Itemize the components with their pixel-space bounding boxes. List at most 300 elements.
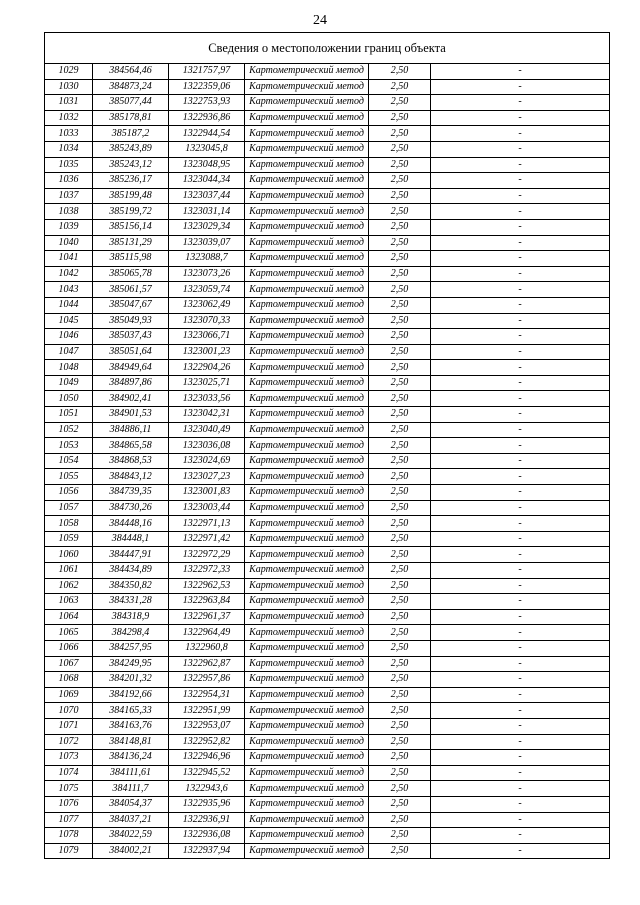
table-row	[45, 640, 610, 656]
table-row	[45, 422, 610, 438]
description-cell: -	[431, 578, 610, 594]
table-title: Сведения о местоположении границ объекта	[45, 33, 610, 64]
y-coordinate-cell: 1323045,8	[169, 141, 245, 157]
method-cell: Картометрический метод	[245, 828, 369, 844]
table-row	[45, 64, 610, 80]
description-cell: -	[431, 609, 610, 625]
method-cell: Картометрический метод	[245, 173, 369, 189]
description-cell: -	[431, 329, 610, 345]
point-number-cell: 1058	[45, 516, 93, 532]
method-cell: Картометрический метод	[245, 391, 369, 407]
x-coordinate-cell: 384201,32	[93, 672, 169, 688]
table-row	[45, 516, 610, 532]
x-coordinate-cell: 384730,26	[93, 500, 169, 516]
point-number-cell: 1074	[45, 765, 93, 781]
point-number-cell: 1062	[45, 578, 93, 594]
accuracy-cell: 2,50	[369, 485, 431, 501]
accuracy-cell: 2,50	[369, 703, 431, 719]
method-cell: Картометрический метод	[245, 609, 369, 625]
method-cell: Картометрический метод	[245, 703, 369, 719]
y-coordinate-cell: 1322953,07	[169, 718, 245, 734]
x-coordinate-cell: 385199,72	[93, 204, 169, 220]
accuracy-cell: 2,50	[369, 329, 431, 345]
y-coordinate-cell: 1323040,49	[169, 422, 245, 438]
method-cell: Картометрический метод	[245, 718, 369, 734]
y-coordinate-cell: 1323003,44	[169, 500, 245, 516]
y-coordinate-cell: 1322936,08	[169, 828, 245, 844]
accuracy-cell: 2,50	[369, 360, 431, 376]
y-coordinate-cell: 1322962,87	[169, 656, 245, 672]
method-cell: Картометрический метод	[245, 344, 369, 360]
accuracy-cell: 2,50	[369, 578, 431, 594]
method-cell: Картометрический метод	[245, 656, 369, 672]
x-coordinate-cell: 384037,21	[93, 812, 169, 828]
table-row	[45, 812, 610, 828]
point-number-cell: 1055	[45, 469, 93, 485]
accuracy-cell: 2,50	[369, 391, 431, 407]
description-cell: -	[431, 718, 610, 734]
point-number-cell: 1049	[45, 375, 93, 391]
description-cell: -	[431, 282, 610, 298]
point-number-cell: 1050	[45, 391, 93, 407]
point-number-cell: 1046	[45, 329, 93, 345]
y-coordinate-cell: 1322945,52	[169, 765, 245, 781]
point-number-cell: 1075	[45, 781, 93, 797]
accuracy-cell: 2,50	[369, 313, 431, 329]
table-row	[45, 750, 610, 766]
point-number-cell: 1064	[45, 609, 93, 625]
method-cell: Картометрический метод	[245, 594, 369, 610]
description-cell: -	[431, 157, 610, 173]
accuracy-cell: 2,50	[369, 141, 431, 157]
table-row	[45, 219, 610, 235]
accuracy-cell: 2,50	[369, 469, 431, 485]
point-number-cell: 1066	[45, 640, 93, 656]
method-cell: Картометрический метод	[245, 781, 369, 797]
y-coordinate-cell: 1323059,74	[169, 282, 245, 298]
accuracy-cell: 2,50	[369, 843, 431, 859]
method-cell: Картометрический метод	[245, 266, 369, 282]
description-cell: -	[431, 563, 610, 579]
y-coordinate-cell: 1323025,71	[169, 375, 245, 391]
y-coordinate-cell: 1322943,6	[169, 781, 245, 797]
description-cell: -	[431, 781, 610, 797]
description-cell: -	[431, 531, 610, 547]
table-title-row	[45, 33, 610, 64]
accuracy-cell: 2,50	[369, 95, 431, 111]
x-coordinate-cell: 384901,53	[93, 407, 169, 423]
description-cell: -	[431, 734, 610, 750]
method-cell: Картометрический метод	[245, 141, 369, 157]
x-coordinate-cell: 384865,58	[93, 438, 169, 454]
accuracy-cell: 2,50	[369, 516, 431, 532]
table-row	[45, 235, 610, 251]
method-cell: Картометрический метод	[245, 453, 369, 469]
accuracy-cell: 2,50	[369, 110, 431, 126]
page-number: 24	[313, 13, 327, 28]
x-coordinate-cell: 384136,24	[93, 750, 169, 766]
method-cell: Картометрический метод	[245, 516, 369, 532]
x-coordinate-cell: 384163,76	[93, 718, 169, 734]
method-cell: Картометрический метод	[245, 500, 369, 516]
method-cell: Картометрический метод	[245, 438, 369, 454]
point-number-cell: 1038	[45, 204, 93, 220]
accuracy-cell: 2,50	[369, 547, 431, 563]
accuracy-cell: 2,50	[369, 282, 431, 298]
table-row	[45, 531, 610, 547]
description-cell: -	[431, 594, 610, 610]
description-cell: -	[431, 656, 610, 672]
description-cell: -	[431, 640, 610, 656]
method-cell: Картометрический метод	[245, 313, 369, 329]
table-row	[45, 718, 610, 734]
point-number-cell: 1044	[45, 297, 93, 313]
table-row	[45, 173, 610, 189]
method-cell: Картометрический метод	[245, 640, 369, 656]
x-coordinate-cell: 384448,1	[93, 531, 169, 547]
x-coordinate-cell: 385115,98	[93, 251, 169, 267]
table-row	[45, 781, 610, 797]
method-cell: Картометрический метод	[245, 547, 369, 563]
table-row	[45, 95, 610, 111]
y-coordinate-cell: 1322935,96	[169, 796, 245, 812]
x-coordinate-cell: 384564,46	[93, 64, 169, 80]
method-cell: Картометрический метод	[245, 204, 369, 220]
point-number-cell: 1071	[45, 718, 93, 734]
point-number-cell: 1059	[45, 531, 93, 547]
method-cell: Картометрический метод	[245, 329, 369, 345]
accuracy-cell: 2,50	[369, 765, 431, 781]
point-number-cell: 1041	[45, 251, 93, 267]
method-cell: Картометрический метод	[245, 796, 369, 812]
y-coordinate-cell: 1323037,44	[169, 188, 245, 204]
description-cell: -	[431, 500, 610, 516]
method-cell: Картометрический метод	[245, 625, 369, 641]
y-coordinate-cell: 1323036,08	[169, 438, 245, 454]
description-cell: -	[431, 796, 610, 812]
accuracy-cell: 2,50	[369, 656, 431, 672]
y-coordinate-cell: 1322946,96	[169, 750, 245, 766]
x-coordinate-cell: 385236,17	[93, 173, 169, 189]
y-coordinate-cell: 1321757,97	[169, 64, 245, 80]
point-number-cell: 1076	[45, 796, 93, 812]
point-number-cell: 1029	[45, 64, 93, 80]
method-cell: Картометрический метод	[245, 219, 369, 235]
method-cell: Картометрический метод	[245, 95, 369, 111]
x-coordinate-cell: 384111,7	[93, 781, 169, 797]
y-coordinate-cell: 1323029,34	[169, 219, 245, 235]
point-number-cell: 1052	[45, 422, 93, 438]
x-coordinate-cell: 385178,81	[93, 110, 169, 126]
x-coordinate-cell: 384448,16	[93, 516, 169, 532]
description-cell: -	[431, 828, 610, 844]
method-cell: Картометрический метод	[245, 407, 369, 423]
method-cell: Картометрический метод	[245, 235, 369, 251]
method-cell: Картометрический метод	[245, 360, 369, 376]
y-coordinate-cell: 1322972,29	[169, 547, 245, 563]
description-cell: -	[431, 516, 610, 532]
x-coordinate-cell: 384148,81	[93, 734, 169, 750]
table-row	[45, 734, 610, 750]
x-coordinate-cell: 384192,66	[93, 687, 169, 703]
method-cell: Картометрический метод	[245, 469, 369, 485]
method-cell: Картометрический метод	[245, 734, 369, 750]
y-coordinate-cell: 1322971,13	[169, 516, 245, 532]
table-row	[45, 282, 610, 298]
accuracy-cell: 2,50	[369, 407, 431, 423]
table-row	[45, 828, 610, 844]
method-cell: Картометрический метод	[245, 687, 369, 703]
accuracy-cell: 2,50	[369, 828, 431, 844]
y-coordinate-cell: 1322964,49	[169, 625, 245, 641]
description-cell: -	[431, 703, 610, 719]
accuracy-cell: 2,50	[369, 500, 431, 516]
point-number-cell: 1069	[45, 687, 93, 703]
accuracy-cell: 2,50	[369, 266, 431, 282]
description-cell: -	[431, 251, 610, 267]
description-cell: -	[431, 391, 610, 407]
x-coordinate-cell: 384949,64	[93, 360, 169, 376]
y-coordinate-cell: 1323001,83	[169, 485, 245, 501]
method-cell: Картометрический метод	[245, 485, 369, 501]
y-coordinate-cell: 1322971,42	[169, 531, 245, 547]
y-coordinate-cell: 1323031,14	[169, 204, 245, 220]
x-coordinate-cell: 384331,28	[93, 594, 169, 610]
point-number-cell: 1060	[45, 547, 93, 563]
point-number-cell: 1039	[45, 219, 93, 235]
point-number-cell: 1048	[45, 360, 93, 376]
table-row	[45, 625, 610, 641]
table-row	[45, 313, 610, 329]
y-coordinate-cell: 1323024,69	[169, 453, 245, 469]
point-number-cell: 1063	[45, 594, 93, 610]
method-cell: Картометрический метод	[245, 157, 369, 173]
x-coordinate-cell: 384873,24	[93, 79, 169, 95]
description-cell: -	[431, 453, 610, 469]
point-number-cell: 1035	[45, 157, 93, 173]
point-number-cell: 1070	[45, 703, 93, 719]
y-coordinate-cell: 1322972,33	[169, 563, 245, 579]
y-coordinate-cell: 1322961,37	[169, 609, 245, 625]
table-row	[45, 563, 610, 579]
x-coordinate-cell: 385077,44	[93, 95, 169, 111]
accuracy-cell: 2,50	[369, 640, 431, 656]
y-coordinate-cell: 1323062,49	[169, 297, 245, 313]
point-number-cell: 1051	[45, 407, 93, 423]
description-cell: -	[431, 344, 610, 360]
accuracy-cell: 2,50	[369, 531, 431, 547]
y-coordinate-cell: 1322957,86	[169, 672, 245, 688]
x-coordinate-cell: 384902,41	[93, 391, 169, 407]
y-coordinate-cell: 1323044,34	[169, 173, 245, 189]
x-coordinate-cell: 385061,57	[93, 282, 169, 298]
table-row	[45, 453, 610, 469]
x-coordinate-cell: 384165,33	[93, 703, 169, 719]
description-cell: -	[431, 843, 610, 859]
x-coordinate-cell: 384054,37	[93, 796, 169, 812]
method-cell: Картометрический метод	[245, 282, 369, 298]
table-body	[45, 64, 610, 859]
y-coordinate-cell: 1322944,54	[169, 126, 245, 142]
x-coordinate-cell: 385131,29	[93, 235, 169, 251]
accuracy-cell: 2,50	[369, 812, 431, 828]
point-number-cell: 1067	[45, 656, 93, 672]
description-cell: -	[431, 188, 610, 204]
y-coordinate-cell: 1322954,31	[169, 687, 245, 703]
method-cell: Картометрический метод	[245, 578, 369, 594]
method-cell: Картометрический метод	[245, 750, 369, 766]
table-row	[45, 438, 610, 454]
point-number-cell: 1045	[45, 313, 93, 329]
y-coordinate-cell: 1322936,91	[169, 812, 245, 828]
accuracy-cell: 2,50	[369, 251, 431, 267]
accuracy-cell: 2,50	[369, 235, 431, 251]
point-number-cell: 1034	[45, 141, 93, 157]
x-coordinate-cell: 385243,12	[93, 157, 169, 173]
x-coordinate-cell: 385187,2	[93, 126, 169, 142]
method-cell: Картометрический метод	[245, 531, 369, 547]
description-cell: -	[431, 469, 610, 485]
x-coordinate-cell: 384350,82	[93, 578, 169, 594]
accuracy-cell: 2,50	[369, 796, 431, 812]
description-cell: -	[431, 204, 610, 220]
point-number-cell: 1043	[45, 282, 93, 298]
accuracy-cell: 2,50	[369, 157, 431, 173]
description-cell: -	[431, 438, 610, 454]
point-number-cell: 1072	[45, 734, 93, 750]
accuracy-cell: 2,50	[369, 188, 431, 204]
description-cell: -	[431, 765, 610, 781]
table-row	[45, 469, 610, 485]
method-cell: Картометрический метод	[245, 812, 369, 828]
description-cell: -	[431, 672, 610, 688]
point-number-cell: 1047	[45, 344, 93, 360]
table-row	[45, 594, 610, 610]
table-row	[45, 485, 610, 501]
x-coordinate-cell: 385243,89	[93, 141, 169, 157]
table-row	[45, 266, 610, 282]
point-number-cell: 1057	[45, 500, 93, 516]
table-row	[45, 375, 610, 391]
x-coordinate-cell: 385047,67	[93, 297, 169, 313]
table-row	[45, 656, 610, 672]
description-cell: -	[431, 64, 610, 80]
y-coordinate-cell: 1323048,95	[169, 157, 245, 173]
method-cell: Картометрический метод	[245, 672, 369, 688]
x-coordinate-cell: 385199,48	[93, 188, 169, 204]
table-row	[45, 251, 610, 267]
y-coordinate-cell: 1322963,84	[169, 594, 245, 610]
point-number-cell: 1037	[45, 188, 93, 204]
table-row	[45, 360, 610, 376]
point-number-cell: 1031	[45, 95, 93, 111]
description-cell: -	[431, 141, 610, 157]
method-cell: Картометрический метод	[245, 110, 369, 126]
boundary-coordinates-table	[44, 32, 610, 859]
y-coordinate-cell: 1322951,99	[169, 703, 245, 719]
description-cell: -	[431, 687, 610, 703]
point-number-cell: 1056	[45, 485, 93, 501]
y-coordinate-cell: 1322962,53	[169, 578, 245, 594]
point-number-cell: 1032	[45, 110, 93, 126]
description-cell: -	[431, 750, 610, 766]
x-coordinate-cell: 384886,11	[93, 422, 169, 438]
description-cell: -	[431, 812, 610, 828]
table-row	[45, 157, 610, 173]
description-cell: -	[431, 422, 610, 438]
point-number-cell: 1030	[45, 79, 93, 95]
accuracy-cell: 2,50	[369, 422, 431, 438]
description-cell: -	[431, 407, 610, 423]
accuracy-cell: 2,50	[369, 594, 431, 610]
x-coordinate-cell: 385051,64	[93, 344, 169, 360]
table-row	[45, 687, 610, 703]
accuracy-cell: 2,50	[369, 126, 431, 142]
y-coordinate-cell: 1323033,56	[169, 391, 245, 407]
x-coordinate-cell: 384447,91	[93, 547, 169, 563]
accuracy-cell: 2,50	[369, 625, 431, 641]
accuracy-cell: 2,50	[369, 687, 431, 703]
table-row	[45, 79, 610, 95]
table-row	[45, 765, 610, 781]
x-coordinate-cell: 385049,93	[93, 313, 169, 329]
table-row	[45, 297, 610, 313]
point-number-cell: 1061	[45, 563, 93, 579]
method-cell: Картометрический метод	[245, 126, 369, 142]
table-row	[45, 204, 610, 220]
accuracy-cell: 2,50	[369, 173, 431, 189]
x-coordinate-cell: 384022,59	[93, 828, 169, 844]
x-coordinate-cell: 384434,89	[93, 563, 169, 579]
table-row	[45, 329, 610, 345]
description-cell: -	[431, 266, 610, 282]
description-cell: -	[431, 219, 610, 235]
x-coordinate-cell: 384868,53	[93, 453, 169, 469]
table-row	[45, 391, 610, 407]
y-coordinate-cell: 1323042,31	[169, 407, 245, 423]
accuracy-cell: 2,50	[369, 718, 431, 734]
description-cell: -	[431, 485, 610, 501]
point-number-cell: 1077	[45, 812, 93, 828]
table-row	[45, 188, 610, 204]
y-coordinate-cell: 1323001,23	[169, 344, 245, 360]
y-coordinate-cell: 1323088,7	[169, 251, 245, 267]
accuracy-cell: 2,50	[369, 750, 431, 766]
accuracy-cell: 2,50	[369, 219, 431, 235]
point-number-cell: 1053	[45, 438, 93, 454]
y-coordinate-cell: 1322960,8	[169, 640, 245, 656]
point-number-cell: 1078	[45, 828, 93, 844]
description-cell: -	[431, 126, 610, 142]
y-coordinate-cell: 1322936,86	[169, 110, 245, 126]
accuracy-cell: 2,50	[369, 453, 431, 469]
description-cell: -	[431, 625, 610, 641]
table-row	[45, 609, 610, 625]
table-row	[45, 843, 610, 859]
point-number-cell: 1040	[45, 235, 93, 251]
method-cell: Картометрический метод	[245, 422, 369, 438]
point-number-cell: 1073	[45, 750, 93, 766]
x-coordinate-cell: 385065,78	[93, 266, 169, 282]
description-cell: -	[431, 95, 610, 111]
method-cell: Картометрический метод	[245, 79, 369, 95]
table-row	[45, 547, 610, 563]
x-coordinate-cell: 384257,95	[93, 640, 169, 656]
accuracy-cell: 2,50	[369, 781, 431, 797]
description-cell: -	[431, 235, 610, 251]
x-coordinate-cell: 384111,61	[93, 765, 169, 781]
table-row	[45, 703, 610, 719]
